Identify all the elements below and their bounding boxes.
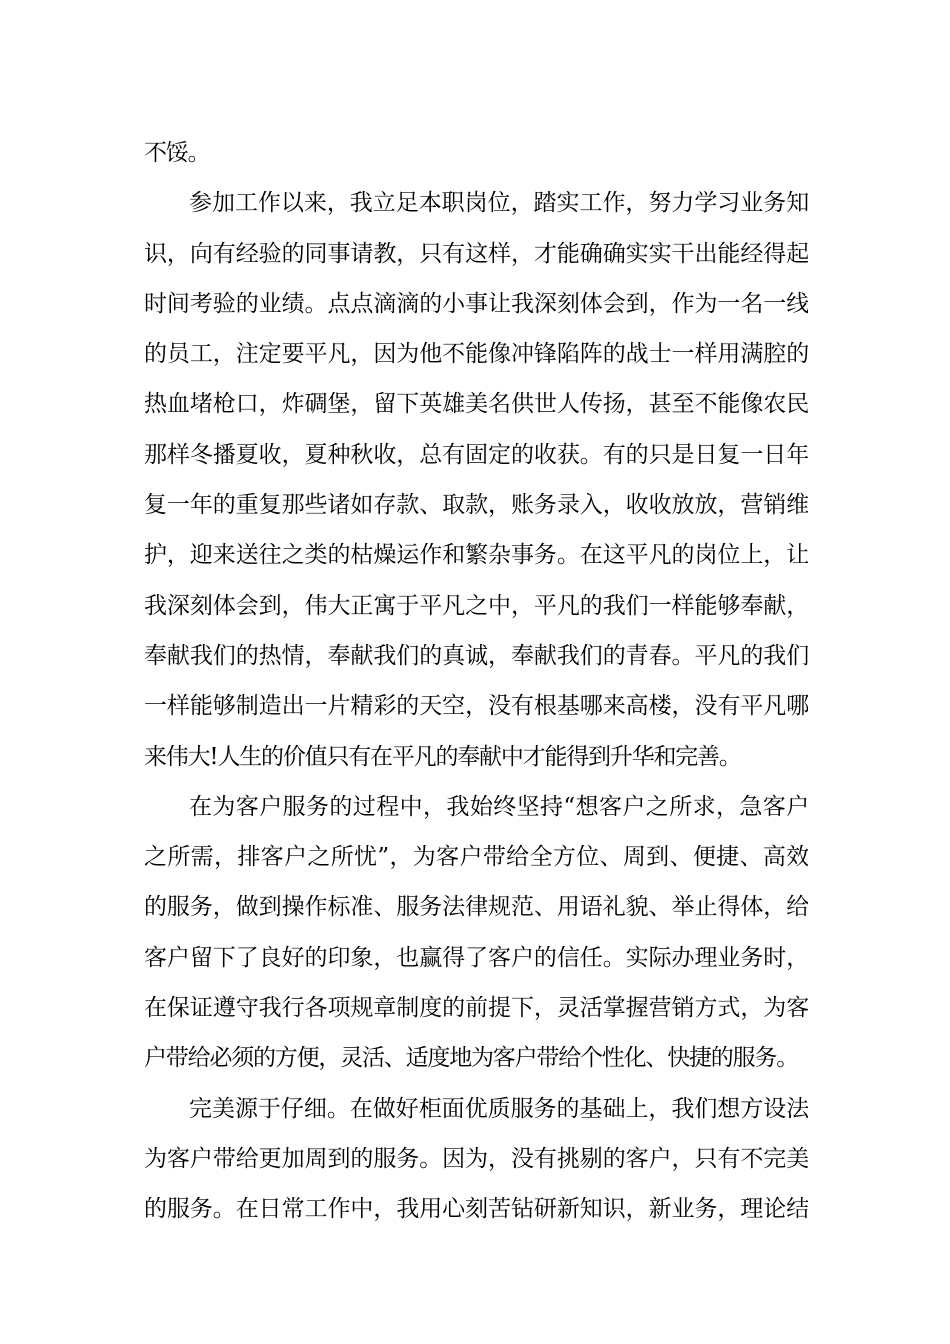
text-line: 那样冬播夏收，夏种秋收，总有固定的收获。有的只是日复一日年 <box>144 441 808 468</box>
paragraph-3 <box>144 782 808 1084</box>
document-body <box>144 128 808 1235</box>
text-line: 热血堵枪口，炸碉堡，留下英雄美名供世人传扬，甚至不能像农民 <box>144 391 808 418</box>
text-line: 识，向有经验的同事请教，只有这样，才能确确实实干出能经得起 <box>144 240 808 267</box>
text-line: 在保证遵守我行各项规章制度的前提下，灵活掌握营销方式，为客 <box>144 995 808 1022</box>
text-line: 参加工作以来，我立足本职岗位，踏实工作，努力学习业务知 <box>189 190 808 217</box>
text-line: 奉献我们的热情，奉献我们的真诚，奉献我们的青春。平凡的我们 <box>144 642 808 669</box>
text-line: 的服务，做到操作标准、服务法律规范、用语礼貌、举止得体，给 <box>144 894 808 921</box>
text-line: 客户留下了良好的印象，也赢得了客户的信任。实际办理业务时， <box>144 944 808 971</box>
text-line: 户带给必须的方便，灵活、适度地为客户带给个性化、快捷的服务。 <box>144 1045 799 1072</box>
paragraph-4 <box>144 1084 808 1235</box>
text-line: 复一年的重复那些诸如存款、取款，账务录入，收收放放，营销维 <box>144 492 808 519</box>
text-line: 来伟大!人生的价值只有在平凡的奉献中才能得到升华和完善。 <box>144 743 741 770</box>
text-line: 之所需，排客户之所忧”，为客户带给全方位、周到、便捷、高效 <box>144 844 808 871</box>
text-line: 的服务。在日常工作中，我用心刻苦钻研新知识，新业务，理论结 <box>144 1196 808 1223</box>
paragraph-2 <box>144 178 808 782</box>
text-line: 护，迎来送往之类的枯燥运作和繁杂事务。在这平凡的岗位上，让 <box>144 542 808 569</box>
text-line: 我深刻体会到，伟大正寓于平凡之中，平凡的我们一样能够奉献， <box>144 592 808 619</box>
text-line: 为客户带给更加周到的服务。因为，没有挑剔的客户，只有不完美 <box>144 1145 808 1172</box>
text-line: 不馁。 <box>144 140 210 166</box>
text-line: 在为客户服务的过程中，我始终坚持“想客户之所求，急客户 <box>189 793 808 820</box>
text-line: 完美源于仔细。在做好柜面优质服务的基础上，我们想方设法 <box>189 1095 808 1122</box>
paragraph-1 <box>144 128 808 178</box>
text-line: 时间考验的业绩。点点滴滴的小事让我深刻体会到，作为一名一线 <box>144 290 808 317</box>
text-line: 一样能够制造出一片精彩的天空，没有根基哪来高楼，没有平凡哪 <box>144 693 808 720</box>
text-line: 的员工，注定要平凡，因为他不能像冲锋陷阵的战士一样用满腔的 <box>144 341 808 368</box>
